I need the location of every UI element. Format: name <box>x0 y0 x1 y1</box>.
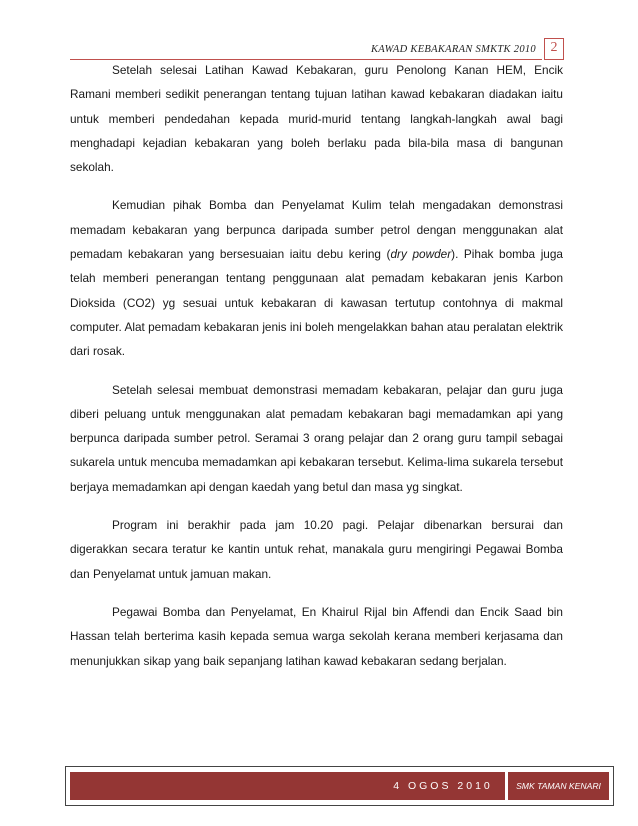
paragraph-3: Setelah selesai membuat demonstrasi memadam kebakaran, pelajar dan guru juga diberi peluang untuk menggunakan alat pemadam kebakaran bagi memadamkan api yang berpunca daripada sumber petrol. Seramai 3 orang pelajar dan 2 orang guru tampil sebagai sukarela untuk mencuba memadamkan api kebakaran tersebut. Kelima-lima sukarela tersebut berjaya memadamkan api dengan kaedah yang betul dan masa yg singkat. <box>70 382 563 494</box>
paragraph-2-part-1: Kemudian pihak Bomba dan Penyelamat Kulim telah mengadakan demonstrasi memadam kebakaran yang berpunca daripada sumber petrol dengan menggunakan alat pemadam kebakaran yang bersesuaian iaitu debu kering ( <box>70 198 563 262</box>
paragraph-2 <box>70 193 563 363</box>
paragraph-5: Pegawai Bomba dan Penyelamat, En Khairul Rijal bin Affendi dan Encik Saad bin Hassan telah berterima kasih kepada semua warga sekolah kerana memberi kerjasama dan menunjukkan sikap yang baik sepanjang latihan kawad kebakaran sedang berjalan. <box>70 604 563 668</box>
paragraph-1: Setelah selesai Latihan Kawad Kebakaran, guru Penolong Kanan HEM, Encik Ramani memberi sedikit penerangan tentang tujuan latihan kawad kebakaran diadakan iaitu untuk memberi pendedahan kepada murid-murid tentang langkah-langkah awal bagi menghadapi kejadian kebakaran yang boleh berlaku pada bila-bila masa di bangunan sekolah. <box>70 63 563 175</box>
paragraph-2-part-2: ). Pihak bomba juga telah memberi penerangan tentang penggunaan alat pemadam kebakaran jenis Karbon Dioksida (CO2) yg sesuai untuk kebakaran di kawasan tertutup contohnya di makmal computer. Alat pemadam kebakaran jenis ini boleh mengelakkan bahan atau peralatan elektrik dari rosak. <box>70 247 563 359</box>
footer-school-name: SMK TAMAN KENARI <box>516 781 601 791</box>
document-body <box>70 58 563 687</box>
paragraph-2-italic-term: dry powder <box>390 247 452 262</box>
paragraph-4: Program ini berakhir pada jam 10.20 pagi. Pelajar dibenarkan bersurai dan digerakkan secara teratur ke kantin untuk rehat, manakala guru mengiringi Pegawai Bomba dan Penyelamat untuk jamuan makan. <box>70 518 563 581</box>
footer-date: 4 OGOS 2010 <box>393 780 493 792</box>
running-header-title: KAWAD KEBAKARAN SMKTK 2010 <box>370 44 536 55</box>
page-number: 2 <box>550 40 558 55</box>
